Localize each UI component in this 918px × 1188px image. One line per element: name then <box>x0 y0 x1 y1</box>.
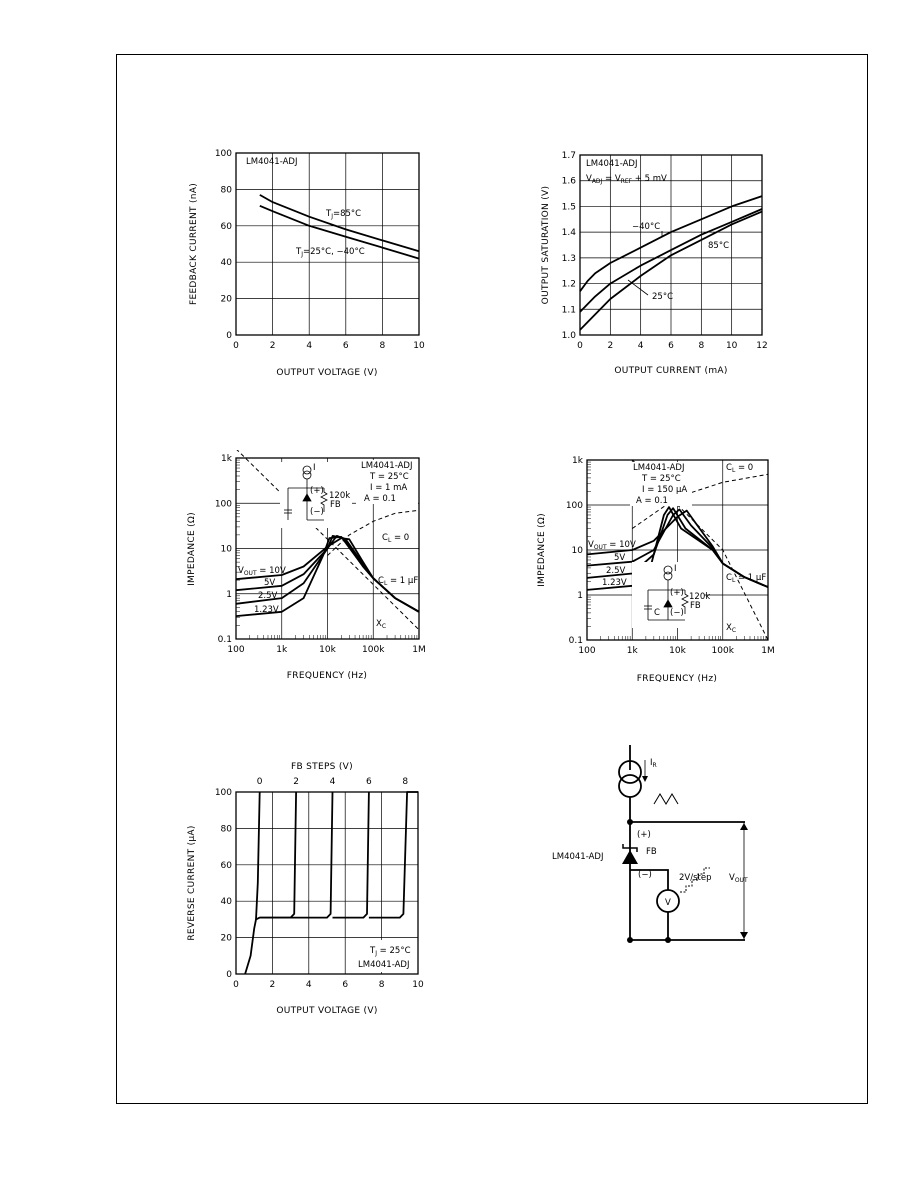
inset-line: A = 0.1 <box>364 494 396 504</box>
y-tick-label: 80 <box>220 185 232 196</box>
label-val: = 10V <box>606 540 636 550</box>
y-tick-label: 1.5 <box>561 202 576 213</box>
circuit-label: (−) <box>670 608 684 618</box>
annotation-sub: J <box>331 213 333 220</box>
y-tick-label: 100 <box>214 499 232 510</box>
top-tick-label: 0 <box>256 777 263 787</box>
y-axis-label: FEEDBACK CURRENT (nA) <box>189 182 199 306</box>
ir-r: R <box>652 762 657 769</box>
x-tick-label: 8 <box>698 341 705 351</box>
ramp-icon <box>654 794 678 804</box>
y-tick-label: 1.4 <box>561 228 576 239</box>
circuit-label: I <box>313 463 316 473</box>
label-v: V <box>588 540 594 550</box>
annotation-5v: 5V <box>614 553 626 563</box>
label-l: L <box>731 467 736 474</box>
inset-line: A = 0.1 <box>636 496 668 506</box>
label-c: C <box>731 627 737 634</box>
annotation-1-23v: 1.23V <box>602 578 627 588</box>
annotation-5v: 5V <box>264 578 276 588</box>
inset-eq: = V <box>602 174 621 184</box>
label-x: X <box>376 619 382 629</box>
x-tick-label: 100k <box>362 645 385 655</box>
output-saturation-chart <box>530 145 780 385</box>
series-line <box>333 792 369 918</box>
x-tick-label: 2 <box>269 980 276 990</box>
x-tick-label: 1M <box>412 645 426 655</box>
ir-arrow-head <box>642 776 648 782</box>
x-tick-label: 6 <box>668 341 674 351</box>
annotation-cl0 <box>382 533 409 544</box>
x-tick-label: 12 <box>756 341 768 351</box>
label-val: = 0 <box>391 533 410 543</box>
annotation-device: LM4041-ADJ <box>358 960 410 970</box>
dimension-arrow <box>740 932 748 939</box>
label-x: X <box>726 623 732 633</box>
current-source-icon <box>619 775 641 797</box>
top-tick-label: 4 <box>329 777 336 787</box>
leader-line <box>628 280 648 295</box>
plus-label: (+) <box>637 830 651 840</box>
inset-line: T = 25°C <box>370 472 409 482</box>
step-label: 2V/step <box>679 873 712 883</box>
y-tick-label: 100 <box>565 501 583 511</box>
y-tick-label: 1.2 <box>561 279 576 290</box>
x-axis-label: FREQUENCY (Hz) <box>286 671 368 681</box>
label-c: C <box>378 576 384 586</box>
series-line <box>245 792 296 974</box>
inset-label: LM4041-ADJ <box>586 159 638 169</box>
label-c: C <box>381 623 387 630</box>
annotation-1-23v: 1.23V <box>254 605 279 615</box>
y-tick-label: 20 <box>220 294 232 305</box>
vout-label <box>729 873 748 884</box>
junction-dot <box>627 819 633 825</box>
annotation-rest: =25°C, −40°C <box>302 247 365 257</box>
inset-line: I = 150 μA <box>642 485 688 495</box>
x-axis-label: OUTPUT VOLTAGE (V) <box>276 368 378 378</box>
annotation-2-5v: 2.5V <box>258 591 278 601</box>
junction-dot <box>627 937 633 943</box>
y-tick-label: 0 <box>226 970 232 980</box>
x-tick-label: 4 <box>305 980 312 990</box>
inset-ref: REF <box>620 178 633 185</box>
x-tick-label: 4 <box>637 341 644 351</box>
annotation-85c: 85°C <box>708 241 730 251</box>
x-tick-label: 1k <box>276 645 288 655</box>
x-tick-label: 10k <box>669 646 686 656</box>
dimension-arrow <box>740 823 748 830</box>
fb-label: FB <box>646 847 657 857</box>
x-tick-label: 10 <box>413 341 425 351</box>
annotation-rest: =85°C <box>332 209 362 219</box>
inset-line: LM4041-ADJ <box>361 461 413 471</box>
x-tick-label: 100k <box>711 646 734 656</box>
x-tick-label: 2 <box>607 341 614 351</box>
y-tick-label: 60 <box>220 860 232 871</box>
annotation-text: T <box>296 247 302 257</box>
label-v: V <box>238 566 244 576</box>
inset-adj: ADJ <box>591 178 603 185</box>
y-tick-label: 40 <box>220 258 232 269</box>
label-l: L <box>731 577 736 584</box>
y-axis-label: OUTPUT SATURATION (V) <box>541 185 551 305</box>
y-axis-label: IMPEDANCE (Ω) <box>537 513 547 587</box>
inset-condition <box>586 174 667 185</box>
reverse-current-chart <box>180 755 430 1025</box>
annotation-sub: J <box>301 251 303 258</box>
test-circuit-diagram <box>540 740 780 960</box>
junction-dot <box>665 937 671 943</box>
y-tick-label: 10 <box>571 546 583 556</box>
y-axis-label: REVERSE CURRENT (μA) <box>187 825 197 941</box>
label-out: OUT <box>243 570 257 577</box>
y-tick-label: 1.0 <box>561 331 576 341</box>
y-tick-label: 80 <box>220 824 232 835</box>
annotation-xc <box>726 623 736 634</box>
x-tick-label: 8 <box>379 341 386 351</box>
device-label: LM4041-ADJ <box>552 852 604 862</box>
label-val: = 25°C <box>376 946 411 956</box>
label-c: C <box>382 533 388 543</box>
circuit-label: 120k <box>329 491 351 501</box>
label-out: OUT <box>593 544 607 551</box>
annotation-cl1uf <box>726 573 766 584</box>
x-tick-label: 2 <box>269 341 276 351</box>
label-val: = 0 <box>735 463 754 473</box>
annotation-cl0 <box>726 463 753 474</box>
y-tick-label: 1.1 <box>561 305 576 316</box>
y-tick-label: 100 <box>214 788 232 798</box>
label-val: = 1 μF <box>387 576 419 586</box>
annotation-vout <box>588 540 636 551</box>
label-l: L <box>387 537 392 544</box>
annotation-minus40c: −40°C <box>632 222 661 232</box>
y-tick-label: 1k <box>572 456 583 466</box>
x-tick-label: 4 <box>306 341 313 351</box>
label-c: C <box>726 463 732 473</box>
x-tick-label: 0 <box>233 980 239 990</box>
inset-label: LM4041-ADJ <box>246 157 298 167</box>
label-l: L <box>383 580 388 587</box>
vout-v: V <box>729 873 735 883</box>
x-tick-label: 10k <box>319 645 336 655</box>
diode-icon <box>622 850 638 864</box>
y-tick-label: 100 <box>214 149 232 159</box>
circuit-label: C <box>654 608 660 618</box>
inset-line: I = 1 mA <box>370 483 408 493</box>
annotation-xc <box>376 619 386 630</box>
circuit-label: I <box>674 564 677 574</box>
y-tick-label: 0 <box>226 331 232 341</box>
y-tick-label: 1 <box>226 589 232 600</box>
inset-line: LM4041-ADJ <box>633 463 685 473</box>
series-line <box>369 792 418 918</box>
annotation-25c: 25°C <box>652 292 674 302</box>
inset-v: V <box>586 174 592 184</box>
x-tick-label: 6 <box>342 980 349 990</box>
label-t: T <box>370 946 376 956</box>
x-axis-label: OUTPUT CURRENT (mA) <box>614 366 728 376</box>
x-tick-label: 0 <box>233 341 239 351</box>
y-tick-label: 20 <box>220 933 232 944</box>
y-tick-label: 1k <box>221 454 232 464</box>
y-tick-label: 0.1 <box>568 636 583 646</box>
circuit-label: (+) <box>670 588 684 598</box>
y-tick-label: 60 <box>220 221 232 232</box>
label-j: J <box>375 950 377 957</box>
x-tick-label: 8 <box>378 980 385 990</box>
inset-line: T = 25°C <box>642 474 681 484</box>
top-tick-label: 2 <box>293 777 299 787</box>
x-tick-label: 6 <box>342 341 349 351</box>
y-tick-label: 1 <box>577 591 583 601</box>
x-tick-label: 100 <box>227 645 245 655</box>
inset-plus: + 5 mV <box>632 174 667 184</box>
y-tick-label: 40 <box>220 897 232 908</box>
series-line <box>256 792 260 919</box>
annotation-text: T <box>326 209 332 219</box>
x-tick-label: 10 <box>725 341 738 351</box>
inset-conditions <box>630 462 692 506</box>
x-axis-label: OUTPUT VOLTAGE (V) <box>276 1006 378 1016</box>
annotation-85c <box>325 209 361 220</box>
annotation-2-5v: 2.5V <box>606 566 626 576</box>
inset-conditions <box>356 460 418 504</box>
annotation-25c <box>295 247 365 258</box>
ir-i: I <box>650 758 653 768</box>
x-tick-label: 1M <box>761 646 775 656</box>
series-line <box>260 195 419 251</box>
x-tick-label: 10 <box>412 980 424 990</box>
annotation-cl1uf <box>378 576 418 587</box>
top-tick-label: 6 <box>365 777 372 787</box>
circuit-label: (+) <box>310 486 324 496</box>
impedance-chart-150uA <box>530 450 780 690</box>
feedback-current-chart <box>180 145 430 385</box>
minus-label: (−) <box>638 870 652 880</box>
top-axis-title: FB STEPS (V) <box>291 762 353 772</box>
top-tick-label: 8 <box>402 777 409 787</box>
circuit-label: FB <box>690 601 701 611</box>
circuit-label: FB <box>330 500 341 510</box>
y-tick-label: 1.3 <box>561 253 576 264</box>
label-val: = 10V <box>256 566 286 576</box>
y-tick-label: 0.1 <box>217 635 232 645</box>
label-c: C <box>726 573 732 583</box>
impedance-chart-1mA <box>180 450 430 690</box>
y-tick-label: 10 <box>220 544 232 555</box>
circuit-label: 120k <box>689 592 711 602</box>
label-val: = 1 μF <box>735 573 767 583</box>
x-tick-label: 0 <box>577 341 583 351</box>
x-axis-label: FREQUENCY (Hz) <box>636 674 718 684</box>
x-tick-label: 100 <box>578 646 596 656</box>
y-tick-label: 1.7 <box>561 151 576 161</box>
annotation-vout <box>238 566 286 577</box>
ir-label <box>650 758 657 769</box>
meter-label: V <box>665 898 671 908</box>
x-tick-label: 1k <box>626 646 638 656</box>
vout-out: OUT <box>734 877 748 884</box>
y-tick-label: 1.6 <box>561 176 576 187</box>
y-axis-label: IMPEDANCE (Ω) <box>187 512 197 586</box>
circuit-label: (−) <box>310 507 324 517</box>
